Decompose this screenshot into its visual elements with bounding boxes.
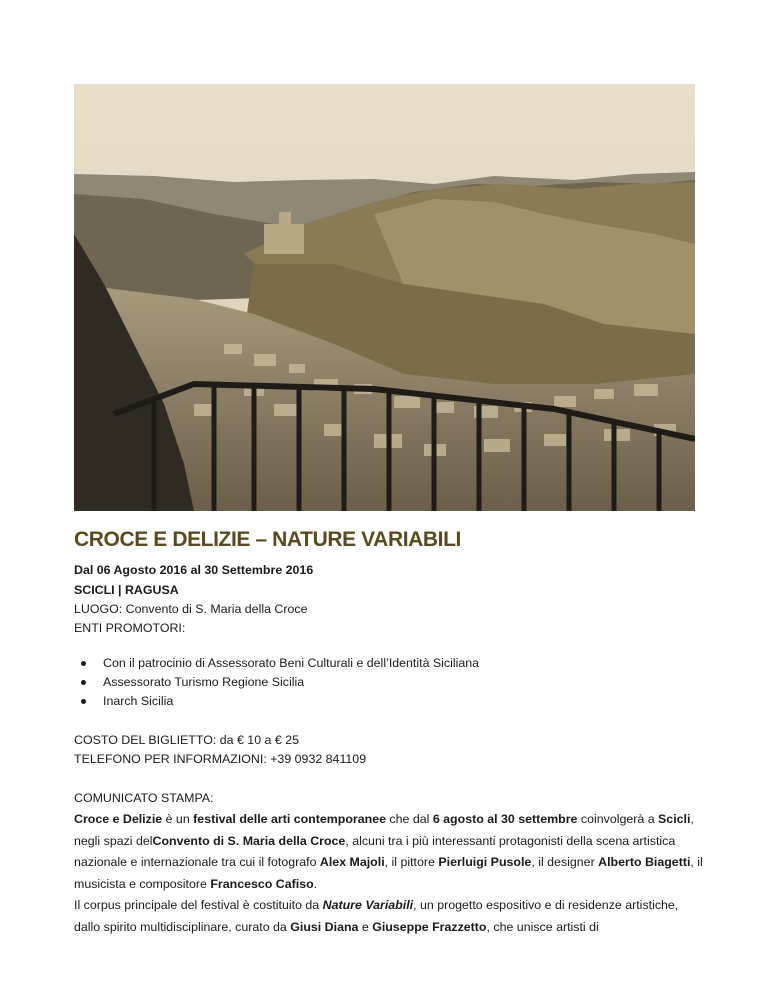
city-name: Scicli bbox=[658, 812, 691, 826]
festival-name: Croce e Delizie bbox=[74, 812, 163, 826]
curator-name: Giuseppe Frazzetto bbox=[372, 919, 487, 934]
artist-name: Pierluigi Pusole bbox=[438, 855, 532, 869]
promoter-item: Assessorato Turismo Regione Sicilia bbox=[103, 675, 305, 689]
text-run: . bbox=[313, 876, 318, 891]
event-city: SCICLI | RAGUSA bbox=[74, 583, 179, 597]
bullet-icon bbox=[81, 680, 86, 685]
artist-name: Francesco Cafiso bbox=[210, 876, 314, 891]
curator-name: Giusi Diana bbox=[290, 919, 359, 934]
event-dates: Dal 06 Agosto 2016 al 30 Settembre 2016 bbox=[74, 563, 314, 577]
project-name: Nature Variabili bbox=[322, 898, 414, 912]
text-run: , negli spazi del bbox=[74, 812, 694, 848]
promoter-item: Inarch Sicilia bbox=[103, 694, 174, 708]
text-run: , il musicista e compositore bbox=[74, 855, 703, 891]
festival-dates: 6 agosto al 30 settembre bbox=[432, 812, 578, 826]
ticket-price: COSTO DEL BIGLIETTO: da € 10 a € 25 bbox=[74, 733, 299, 747]
bullet-icon bbox=[81, 661, 86, 666]
text-run: , il pittore bbox=[384, 855, 439, 869]
press-label: COMUNICATO STAMPA: bbox=[74, 791, 214, 805]
venue-name: Convento di S. Maria della Croce bbox=[152, 833, 346, 848]
text-run: , il designer bbox=[531, 855, 599, 869]
text-run: e bbox=[358, 919, 373, 934]
text-run: , che unisce artisti di bbox=[486, 919, 599, 934]
press-release-text bbox=[74, 809, 704, 938]
text-run-bold: festival delle arti contemporanee bbox=[193, 812, 386, 826]
text-run: Il corpus principale del festival è costituito da bbox=[74, 898, 323, 912]
text-run: , un progetto espositivo e di residenze artistiche, dallo spirito multidisciplinare, curato da bbox=[74, 898, 679, 934]
text-run: coinvolgerà a bbox=[577, 812, 659, 826]
promoter-item: Con il patrocinio di Assessorato Beni Culturali e dell’Identità Siciliana bbox=[103, 656, 480, 670]
text-run: che dal bbox=[385, 812, 433, 826]
info-phone: TELEFONO PER INFORMAZIONI: +39 0932 841109 bbox=[74, 752, 367, 766]
town-panorama-photo bbox=[74, 84, 695, 511]
bullet-icon bbox=[81, 699, 86, 704]
event-venue: LUOGO: Convento di S. Maria della Croce bbox=[74, 602, 308, 616]
page-title: CROCE E DELIZIE – NATURE VARIABILI bbox=[74, 528, 461, 551]
artist-name: Alex Majoli bbox=[319, 855, 385, 869]
promoters-label: ENTI PROMOTORI: bbox=[74, 621, 186, 635]
text-run: è un bbox=[162, 812, 194, 826]
artist-name: Alberto Biagetti bbox=[598, 855, 691, 869]
text-run: , alcuni tra i più interessanti protagonisti della scena artistica nazionale e internazionale tra cui il fotografo bbox=[74, 833, 676, 869]
